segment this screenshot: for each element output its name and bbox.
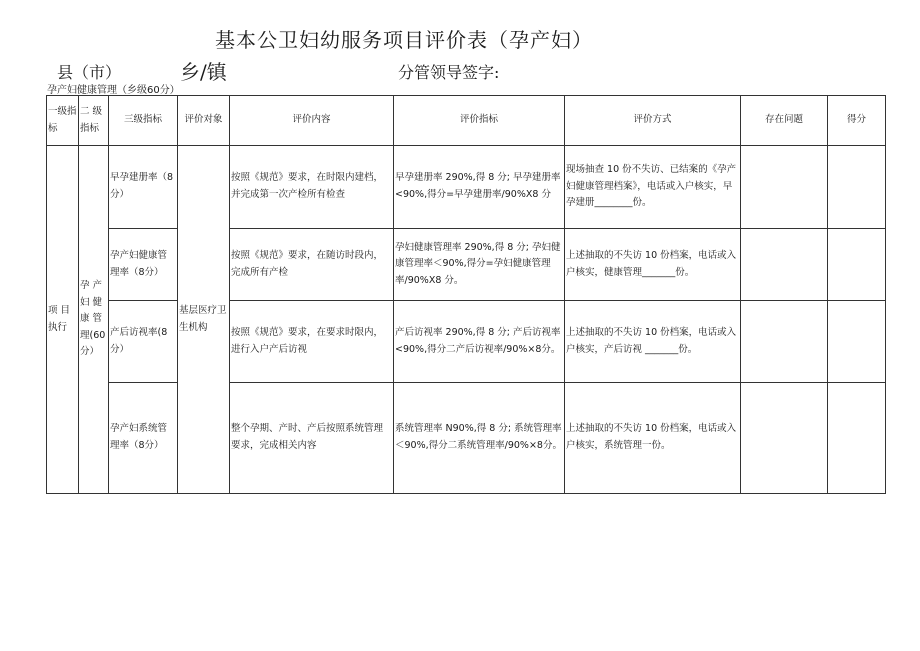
method-cell: 现场抽查 10 份不失访、已结案的《孕产妇健康管理档案》，电话或入户核实，早孕建册________份。 <box>565 146 741 229</box>
table-row <box>47 301 886 383</box>
issues-cell[interactable] <box>741 229 828 301</box>
table-row <box>47 229 886 301</box>
level3-cell: 产后访视率(8分） <box>109 301 178 383</box>
header-issues: 存在问题 <box>741 96 828 146</box>
content-cell: 按照《规范》要求，在随访时段内，完成所有产检 <box>230 229 394 301</box>
method-cell: 上述抽取的不失访 10 份档案，电话或入户核实，健康管理_______份。 <box>565 229 741 301</box>
header-target: 评价对象 <box>178 96 230 146</box>
level3-cell: 早孕建册率（8分） <box>109 146 178 229</box>
header-method: 评价方式 <box>565 96 741 146</box>
content-cell: 按照《规范》要求，在时限内建档，并完成第一次产检所有检查 <box>230 146 394 229</box>
table-row <box>47 146 886 229</box>
evaluation-table <box>46 95 886 494</box>
level3-cell: 孕产妇健康管理率（8分） <box>109 229 178 301</box>
indicator-cell: 产后访视率 290%,得 8 分; 产后访视率<90%,得分二产后访视率/90%×8分。 <box>394 301 565 383</box>
level1-cell: 项 目执行 <box>47 146 79 494</box>
content-cell: 按照《规范》要求，在要求时限内，进行入户产后访视 <box>230 301 394 383</box>
header-indicator: 评价指标 <box>394 96 565 146</box>
town-label: 乡/镇 <box>180 60 227 84</box>
leader-signature-label: 分管领导签字: <box>398 63 500 82</box>
header-score: 得分 <box>828 96 886 146</box>
table-header-row <box>47 96 886 146</box>
indicator-cell: 孕妇健康管理率 290%,得 8 分; 孕妇健康管理率＜90%,得分=孕妇健康管理率/90%X8 分。 <box>394 229 565 301</box>
score-cell[interactable] <box>828 146 886 229</box>
indicator-cell: 系统管理率 N90%,得 8 分; 系统管理率＜90%,得分二系统管理率/90%×8分。 <box>394 383 565 494</box>
header-level3: 三级指标 <box>109 96 178 146</box>
issues-cell[interactable] <box>741 146 828 229</box>
score-cell[interactable] <box>828 229 886 301</box>
level3-cell: 孕产妇系统管理率（8分） <box>109 383 178 494</box>
indicator-cell: 早孕建册率 290%,得 8 分; 早孕建册率<90%,得分=早孕建册率/90%X8 分 <box>394 146 565 229</box>
page-title: 基本公卫妇幼服务项目评价表（孕产妇） <box>215 28 593 52</box>
header-content: 评价内容 <box>230 96 394 146</box>
header-level2: 二 级指标 <box>79 96 109 146</box>
content-cell: 整个孕期、产时、产后按照系统管理要求，完成相关内容 <box>230 383 394 494</box>
score-cell[interactable] <box>828 383 886 494</box>
level2-cell: 孕 产妇 健康 管理(60分） <box>79 146 109 494</box>
issues-cell[interactable] <box>741 301 828 383</box>
method-cell: 上述抽取的不失访 10 份档案，电话或入户核实，系统管理一份。 <box>565 383 741 494</box>
section-label: 孕产妇健康管理（乡级60分） <box>47 85 180 96</box>
county-label: 县（市） <box>57 63 122 82</box>
score-cell[interactable] <box>828 301 886 383</box>
header-level1: 一级指标 <box>47 96 79 146</box>
table-row <box>47 383 886 494</box>
target-cell: 基层医疗卫生机构 <box>178 146 230 494</box>
issues-cell[interactable] <box>741 383 828 494</box>
method-cell: 上述抽取的不失访 10 份档案，电话或入户核实，产后访视 _______份。 <box>565 301 741 383</box>
